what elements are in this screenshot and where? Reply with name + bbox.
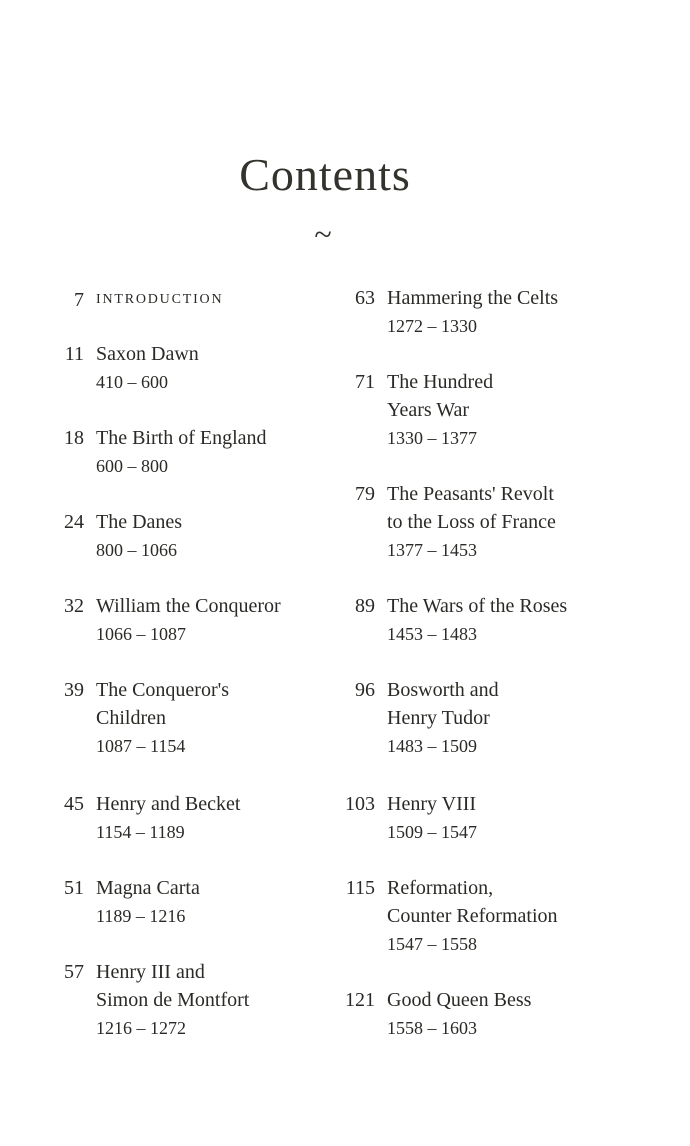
toc-entry-body (96, 340, 199, 396)
toc-page-number: 103 (345, 793, 375, 815)
toc-dates: 1483 – 1509 (387, 736, 477, 756)
toc-title-line: The Peasants' Revolt (387, 483, 554, 505)
toc-dates: 1154 – 1189 (96, 822, 185, 842)
toc-page-number: 121 (345, 989, 375, 1011)
toc-entry-body (387, 790, 477, 846)
toc-title-line: Counter Reformation (387, 905, 558, 927)
toc-dates: 1189 – 1216 (96, 906, 186, 926)
toc-entry-body (387, 368, 493, 452)
toc-title-line: The Danes (96, 511, 183, 533)
toc-entry-body (96, 424, 267, 480)
toc-page-number: 89 (355, 595, 375, 617)
toc-dates: 1509 – 1547 (387, 822, 477, 842)
toc-title-line: Good Queen Bess (387, 989, 532, 1011)
toc-entry-body (96, 286, 223, 314)
toc-title-line: Years War (387, 399, 470, 421)
toc-title-line: Children (96, 707, 166, 729)
toc-entry-body (96, 508, 182, 564)
toc-dates: 800 – 1066 (96, 540, 177, 560)
toc-dates: 600 – 800 (96, 456, 168, 476)
toc-page-number: 24 (64, 511, 84, 533)
toc-title-line: Henry III and (96, 961, 205, 983)
toc-page-number: 39 (64, 679, 84, 701)
toc-entry-body (387, 986, 531, 1042)
toc-dates: 1547 – 1558 (387, 934, 477, 954)
toc-page-number: 79 (355, 483, 375, 505)
toc-page-number: 45 (64, 793, 84, 815)
toc-title-line: The Wars of the Roses (387, 595, 568, 617)
toc-entry-body (96, 790, 240, 846)
toc-page-number: 96 (355, 679, 375, 701)
toc-title-line: The Birth of England (96, 427, 267, 449)
toc-page-number: 115 (345, 877, 375, 899)
toc-dates: 1330 – 1377 (387, 428, 477, 448)
toc-title-line: Saxon Dawn (96, 343, 199, 365)
toc-page-number: 71 (355, 371, 375, 393)
page-title: Contents (239, 149, 411, 200)
toc-dates: 1216 – 1272 (96, 1018, 186, 1038)
toc-entry-body (387, 676, 499, 760)
toc-dates: 1453 – 1483 (387, 624, 477, 644)
toc-title-line: William the Conqueror (96, 595, 281, 617)
toc-dates: 1377 – 1453 (387, 540, 477, 560)
toc-title-line: Magna Carta (96, 877, 200, 899)
toc-page-number: 7 (74, 289, 84, 311)
toc-entry-body (96, 676, 229, 760)
toc-page-number: 51 (64, 877, 84, 899)
toc-title-line: Reformation, (387, 877, 494, 899)
toc-page-number: 57 (64, 961, 84, 983)
toc-title-line: Hammering the Celts (387, 287, 559, 309)
toc-dates: 1066 – 1087 (96, 624, 186, 644)
toc-title-line: INTRODUCTION (96, 292, 224, 307)
toc-title-line: The Conqueror's (96, 679, 230, 701)
ornament-tilde: ~ (314, 216, 332, 252)
toc-title-line: Simon de Montfort (96, 989, 250, 1011)
toc-entry-body (387, 284, 558, 340)
toc-title-line: The Hundred (387, 371, 494, 393)
toc-dates: 1087 – 1154 (96, 736, 186, 756)
toc-title-line: Henry and Becket (96, 793, 241, 815)
toc-title-line: to the Loss of France (387, 511, 556, 533)
toc-title-line: Bosworth and (387, 679, 499, 701)
toc-entry-body (96, 958, 249, 1042)
toc-entry-body (387, 874, 558, 958)
toc-page-number: 32 (64, 595, 84, 617)
toc-page-number: 63 (355, 287, 375, 309)
toc-entry-body (96, 874, 200, 930)
toc-entry-body (387, 480, 556, 564)
toc-page-number: 11 (64, 343, 84, 365)
toc-dates: 410 – 600 (96, 372, 168, 392)
toc-title-line: Henry Tudor (387, 707, 490, 729)
toc-entry-body (387, 592, 567, 648)
toc-page-number: 18 (64, 427, 84, 449)
toc-title-line: Henry VIII (387, 793, 477, 815)
toc-dates: 1272 – 1330 (387, 316, 477, 336)
toc-dates: 1558 – 1603 (387, 1018, 477, 1038)
toc-entry-body (96, 592, 281, 648)
